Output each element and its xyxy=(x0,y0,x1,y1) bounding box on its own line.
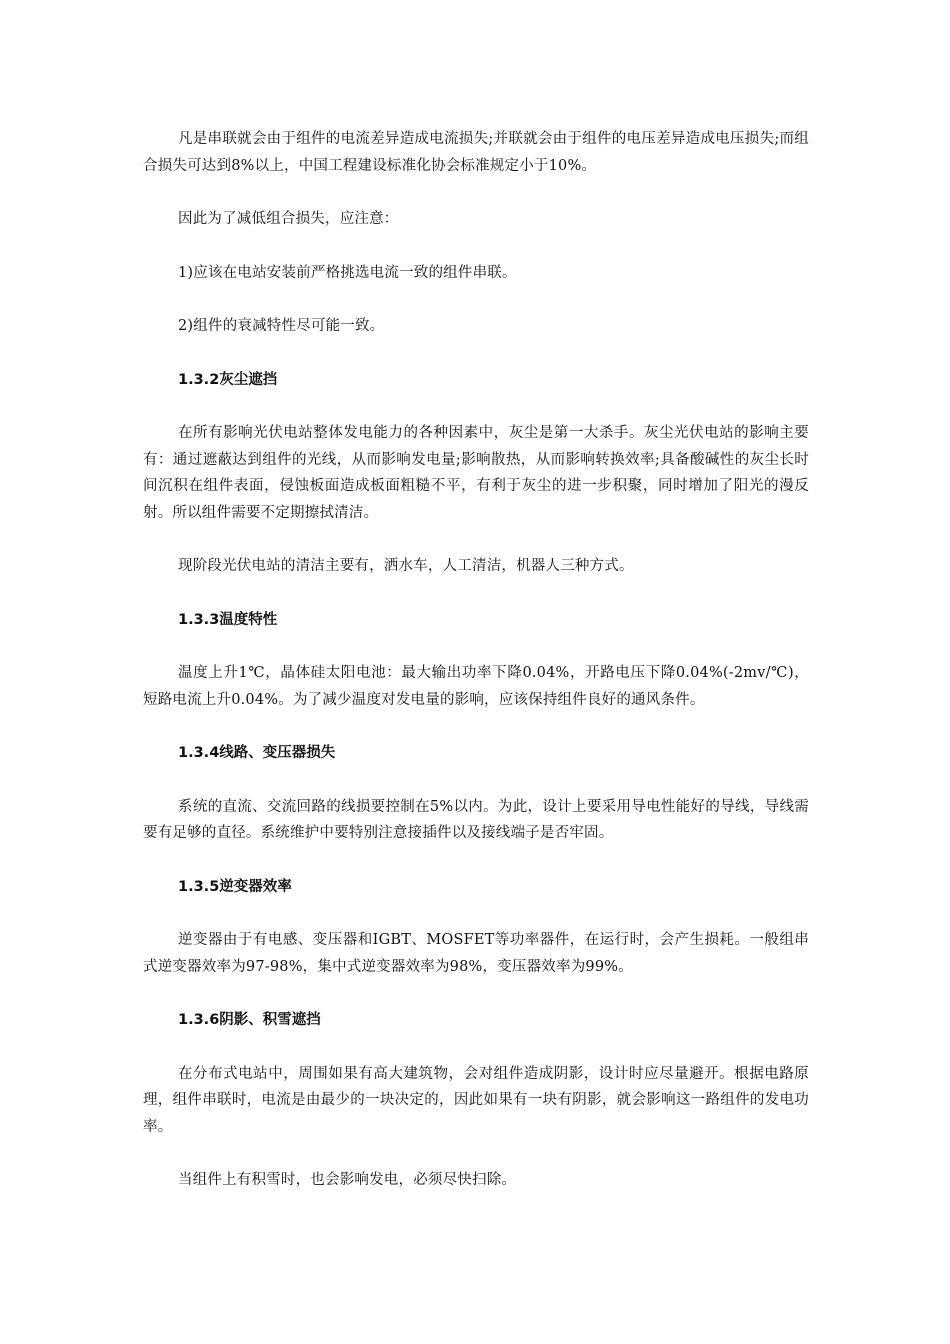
paragraph-shadow: 在分布式电站中，周围如果有高大建筑物，会对组件造成阴影，设计时应尽量避开。根据电路原理，组件串联时，电流是由最少的一块决定的，因此如果有一块有阴影，就会影响这一路组件的发电功率。 xyxy=(143,1065,809,1135)
section-heading-1-3-2: 1.3.2灰尘遮挡 xyxy=(178,371,278,388)
document-page xyxy=(143,126,809,1221)
paragraph-item-1: 1)应该在电站安装前严格挑选电流一致的组件串联。 xyxy=(178,264,517,281)
paragraph-reduce-loss-intro: 因此为了减低组合损失，应注意： xyxy=(178,211,399,227)
section-heading-1-3-4: 1.3.4线路、变压器损失 xyxy=(178,745,336,761)
section-heading-1-3-3: 1.3.3温度特性 xyxy=(178,611,278,628)
paragraph-dust-effects: 在所有影响光伏电站整体发电能力的各种因素中，灰尘是第一大杀手。灰尘光伏电站的影响主要有：通过遮蔽达到组件的光线，从而影响发电量;影响散热，从而影响转换效率;具备酸碱性的灰尘长时间沉积在组件表面，侵蚀板面造成板面粗糙不平，有利于灰尘的进一步积聚，同时增加了阳光的漫反射。所以组件需要不定期擦拭清洁。 xyxy=(143,425,809,521)
paragraph-snow: 当组件上有积雪时，也会影响发电，必须尽快扫除。 xyxy=(178,1172,517,1188)
paragraph-inverter-efficiency: 逆变器由于有电感、变压器和IGBT、MOSFET等功率器件，在运行时，会产生损耗。一般组串式逆变器效率为97-98%，集中式逆变器效率为98%，变压器效率为99%。 xyxy=(143,932,809,975)
paragraph-series-parallel-loss: 凡是串联就会由于组件的电流差异造成电流损失;并联就会由于组件的电压差异造成电压损失;而组合损失可达到8%以上，中国工程建设标准化协会标准规定小于10%。 xyxy=(143,131,809,174)
section-heading-1-3-5: 1.3.5逆变器效率 xyxy=(178,878,292,895)
paragraph-line-loss: 系统的直流、交流回路的线损要控制在5%以内。为此，设计上要采用导电性能好的导线，导线需要有足够的直径。系统维护中要特别注意接插件以及接线端子是否牢固。 xyxy=(143,798,809,841)
section-heading-1-3-6: 1.3.6阴影、积雪遮挡 xyxy=(178,1012,321,1028)
paragraph-item-2: 2)组件的衰减特性尽可能一致。 xyxy=(178,318,385,334)
paragraph-cleaning-methods: 现阶段光伏电站的清洁主要有，洒水车，人工清洁，机器人三种方式。 xyxy=(178,558,634,574)
paragraph-temperature: 温度上升1℃，晶体硅太阳电池：最大输出功率下降0.04%，开路电压下降0.04%(-2mv/℃)，短路电流上升0.04%。为了减少温度对发电量的影响，应该保持组件良好的通风条件。 xyxy=(143,665,809,708)
